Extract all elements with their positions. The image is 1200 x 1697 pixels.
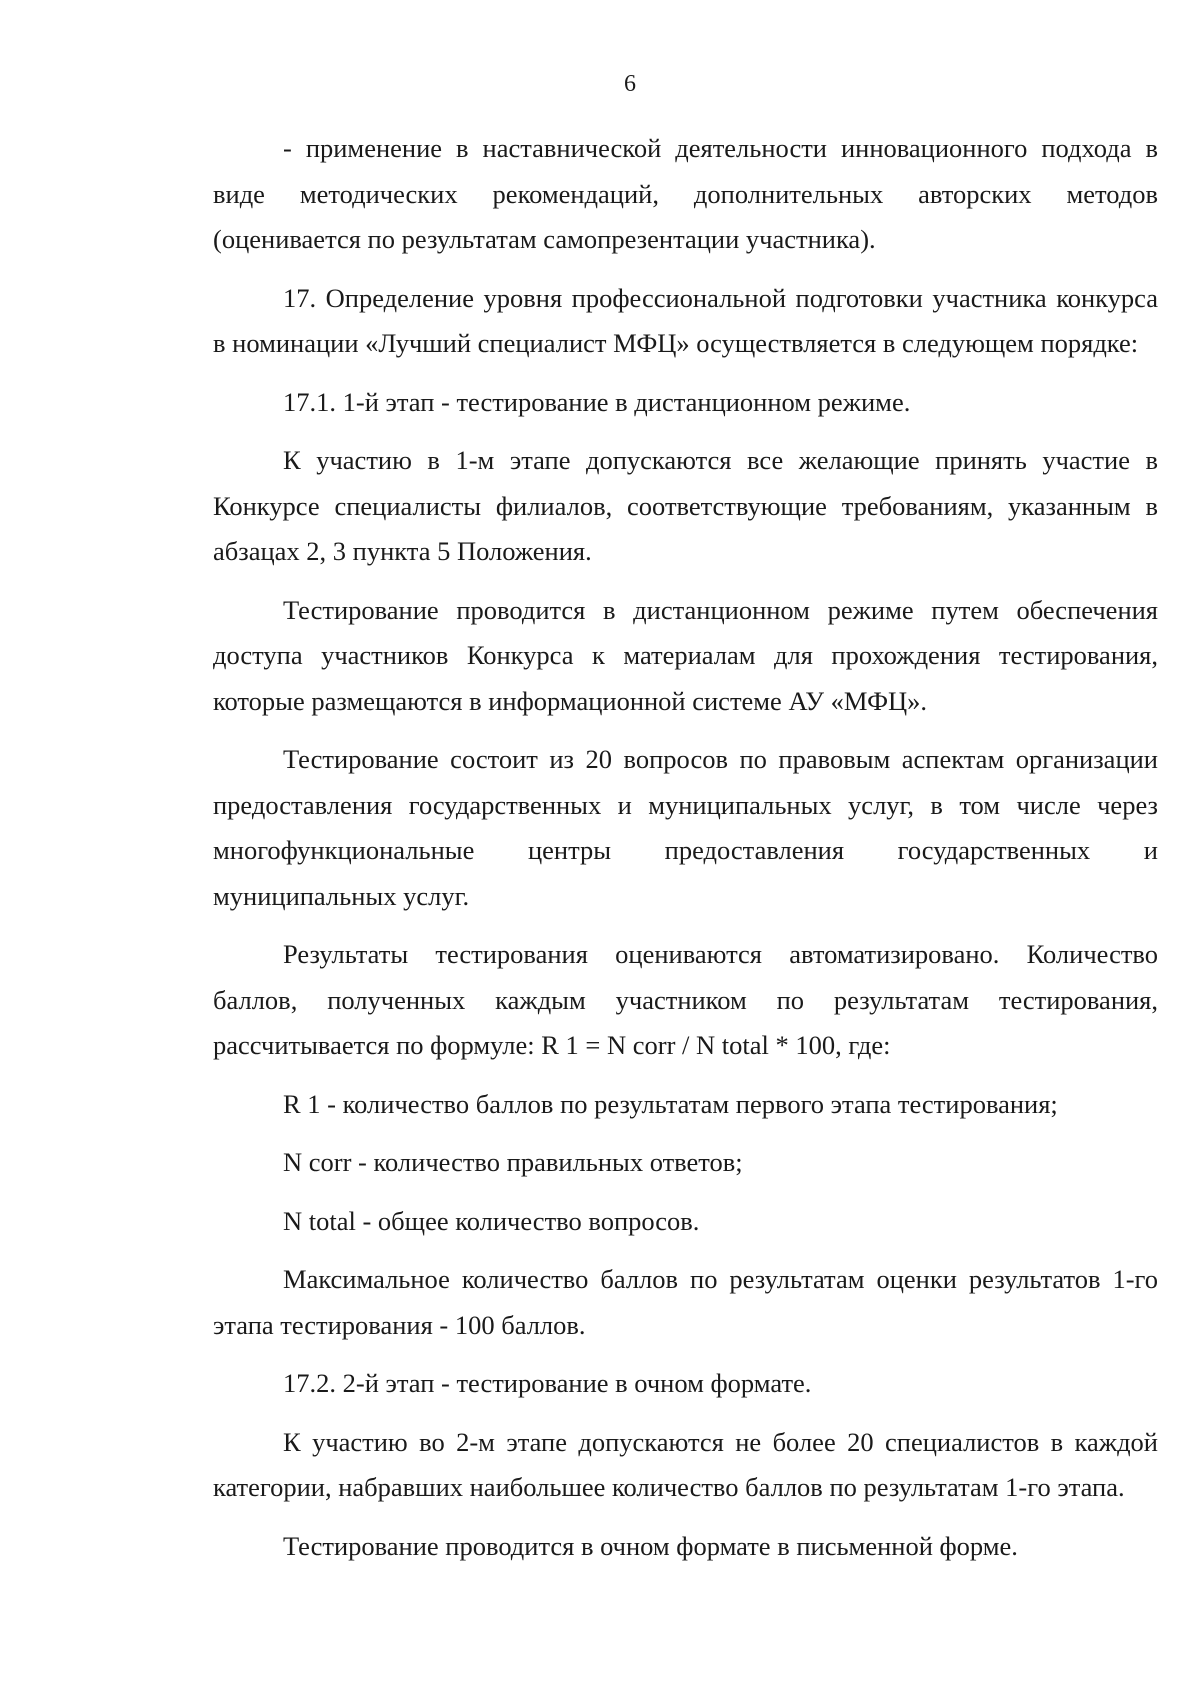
paragraph-formula-ntotal: N total - общее количество вопросов. [283, 1205, 700, 1236]
page-number: 6 [624, 71, 636, 97]
paragraph-item-17-1: 17.1. 1-й этап - тестирование в дистанционном режиме. [283, 386, 911, 417]
paragraph-formula-r1: R 1 - количество баллов по результатам первого этапа тестирования; [283, 1088, 1058, 1119]
paragraph-stage2-admission: К участию во 2-м этапе допускаются не более 20 специалистов в каждой категории, набравших наибольшее количество баллов по результатам 1-го этапа. [213, 1426, 1158, 1502]
paragraph-written-testing: Тестирование проводится в очном формате в письменной форме. [283, 1530, 1018, 1561]
paragraph-remote-testing: Тестирование проводится в дистанционном режиме путем обеспечения доступа участников Конкурса к материалам для прохождения тестирования, которые размещаются в информационной системе АУ «МФЦ». [213, 594, 1158, 716]
paragraph-mentoring-innovation: - применение в наставнической деятельности инновационного подхода в виде методических рекомендаций, дополнительных авторских методов (оценивается по результатам самопрезентации участника). [213, 133, 1158, 254]
paragraph-test-composition: Тестирование состоит из 20 вопросов по правовым аспектам организации предоставления государственных и муниципальных услуг, в том числе через многофункциональные центры предоставления государственных и муниципальных услуг. [213, 744, 1158, 911]
paragraph-max-score: Максимальное количество баллов по результатам оценки результатов 1-го этапа тестирования - 100 баллов. [213, 1264, 1158, 1340]
paragraph-stage1-admission: К участию в 1-м этапе допускаются все желающие принять участие в Конкурсе специалисты филиалов, соответствующие требованиям, указанным в абзацах 2, 3 пункта 5 Положения. [213, 445, 1158, 566]
document-body [213, 126, 1158, 1582]
paragraph-formula-ncorr: N corr - количество правильных ответов; [283, 1147, 743, 1177]
paragraph-item-17: 17. Определение уровня профессиональной подготовки участника конкурса в номинации «Лучший специалист МФЦ» осуществляется в следующем порядке: [213, 282, 1158, 358]
paragraph-scoring-formula: Результаты тестирования оцениваются автоматизировано. Количество баллов, полученных каждым участником по результатам тестирования, рассчитывается по формуле: R 1 = N corr / N total * 100, где: [213, 939, 1158, 1060]
paragraph-item-17-2: 17.2. 2-й этап - тестирование в очном формате. [283, 1368, 812, 1398]
